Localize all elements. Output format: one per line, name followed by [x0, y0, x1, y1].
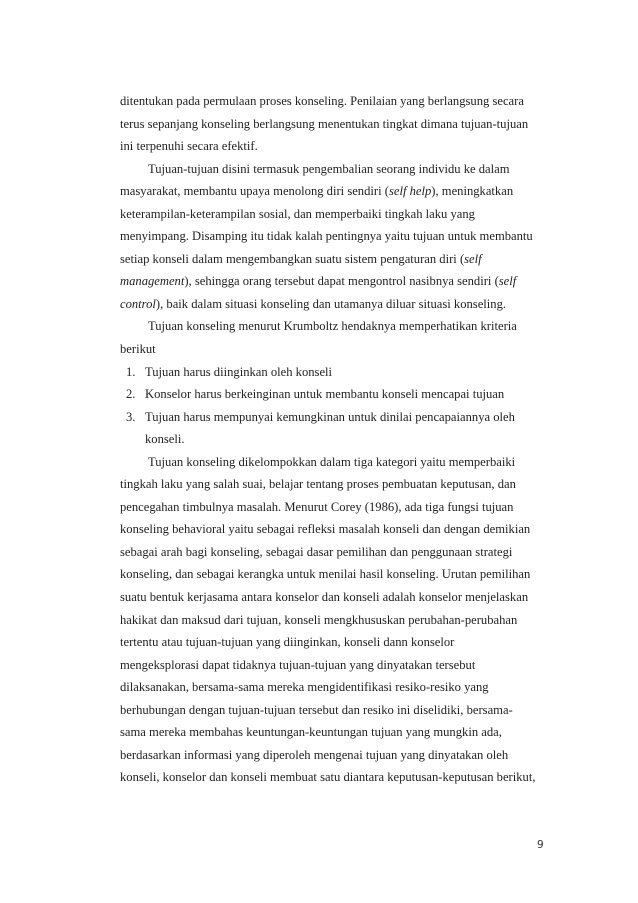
text-line [120, 248, 545, 271]
text-line [120, 586, 545, 609]
list-item-text: konseli. [145, 432, 185, 447]
list-item-text: Tujuan harus mempunyai kemungkinan untuk dinilai pencapaiannya oleh [145, 409, 515, 424]
italic-term: management [120, 274, 185, 289]
text-line [120, 721, 545, 744]
italic-term: control [120, 296, 156, 311]
text-line [120, 631, 545, 654]
text-line [120, 699, 545, 722]
list-number: 3. [126, 409, 136, 424]
line-text: ), sehingga orang tersebut dapat mengontrol nasibnya sendiri ( [184, 274, 499, 289]
line-text: sebagai arah bagi konseling, sebagai dasar pemilihan dan penggunaan strategi [120, 544, 513, 559]
list-item [120, 361, 545, 384]
line-text: ), baik dalam situasi konseling dan utamanya diluar situasi konseling. [155, 296, 507, 311]
line-text: masyarakat, membantu upaya menolong diri sendiri ( [120, 184, 389, 199]
text-line [120, 473, 545, 496]
italic-term: self [498, 274, 517, 289]
text-line [120, 270, 545, 293]
text-line [120, 135, 545, 158]
text-line [120, 654, 545, 677]
line-text: setiap konseli dalam mengembangkan suatu sistem pengaturan diri ( [120, 251, 465, 266]
line-text: mengeksplorasi dapat tidaknya tujuan-tujuan yang dinyatakan tersebut [120, 657, 476, 672]
text-line [120, 158, 545, 181]
body-text [120, 90, 545, 789]
line-text: konseling behavioral yaitu sebagai refleksi masalah konseli dan dengan demikian [120, 522, 531, 537]
line-text: keterampilan-keterampilan sosial, dan memperbaiki tingkah laku yang [120, 206, 475, 221]
line-text: konseli, konselor dan konseli membuat satu diantara keputusan-keputusan berikut, [120, 770, 536, 785]
line-text: konseling, dan sebagai kerangka untuk menilai hasil konseling. Urutan pemilihan [120, 567, 531, 582]
text-line [120, 451, 545, 474]
text-line [120, 315, 545, 338]
line-text: ini terpenuhi secara efektif. [120, 139, 258, 154]
italic-term: self help [388, 184, 432, 199]
line-text: ), meningkatkan [431, 184, 514, 199]
line-text: menyimpang. Disamping itu tidak kalah pentingnya yaitu tujuan untuk membantu [120, 229, 533, 244]
line-text: terus sepanjang konseling berlangsung menentukan tingkat dimana tujuan-tujuan [120, 116, 529, 131]
line-text: suatu bentuk kerjasama antara konselor dan konseli adalah konselor menjelaskan [120, 590, 529, 605]
list-item-text: Konselor harus berkeinginan untuk membantu konseli mencapai tujuan [145, 387, 505, 402]
list-number: 1. [126, 364, 136, 379]
text-line [120, 113, 545, 136]
list-number: 2. [126, 387, 136, 402]
text-line [120, 90, 545, 113]
text-line [120, 338, 545, 361]
text-line [120, 293, 545, 316]
list-item [120, 406, 545, 429]
line-text: hakikat dan maksud dari tujuan, konseli mengkhususkan perubahan-perubahan [120, 612, 518, 627]
text-line [120, 203, 545, 226]
text-line [120, 496, 545, 519]
line-text: Tujuan-tujuan disini termasuk pengembalian seorang individu ke dalam [148, 161, 510, 176]
text-line [120, 541, 545, 564]
line-text: tingkah laku yang salah suai, belajar tentang proses pembuatan keputusan, dan [120, 477, 516, 492]
text-line [120, 609, 545, 632]
italic-term: self [464, 251, 482, 266]
line-text: pencegahan timbulnya masalah. Menurut Corey (1986), ada tiga fungsi tujuan [120, 499, 514, 514]
text-line [120, 563, 545, 586]
line-text: Tujuan konseling dikelompokkan dalam tiga kategori yaitu memperbaiki [148, 454, 516, 469]
line-text: ditentukan pada permulaan proses konseling. Penilaian yang berlangsung secara [120, 94, 524, 108]
text-line [120, 180, 545, 203]
line-text: tertentu atau tujuan-tujuan yang diinginkan, konseli dann konselor [120, 635, 455, 650]
text-line [120, 518, 545, 541]
line-text: sama mereka membahas keuntungan-keuntungan tujuan yang mungkin ada, [120, 725, 502, 740]
page-number: 9 [537, 839, 544, 851]
text-line [120, 676, 545, 699]
list-item-text: Tujuan harus diinginkan oleh konseli [145, 364, 333, 379]
text-line [120, 225, 545, 248]
text-line [120, 428, 545, 451]
list-item [120, 383, 545, 406]
line-text: Tujuan konseling menurut Krumboltz hendaknya memperhatikan kriteria [148, 319, 517, 334]
line-text: berhubungan dengan tujuan-tujuan tersebut dan resiko ini diselidiki, bersama- [120, 702, 513, 717]
line-text: berdasarkan informasi yang diperoleh mengenai tujuan yang dinyatakan oleh [120, 747, 509, 762]
line-text: berikut [120, 342, 156, 357]
line-text: dilaksanakan, bersama-sama mereka mengidentifikasi resiko-resiko yang [120, 680, 489, 695]
text-line [120, 766, 545, 789]
text-line [120, 744, 545, 767]
